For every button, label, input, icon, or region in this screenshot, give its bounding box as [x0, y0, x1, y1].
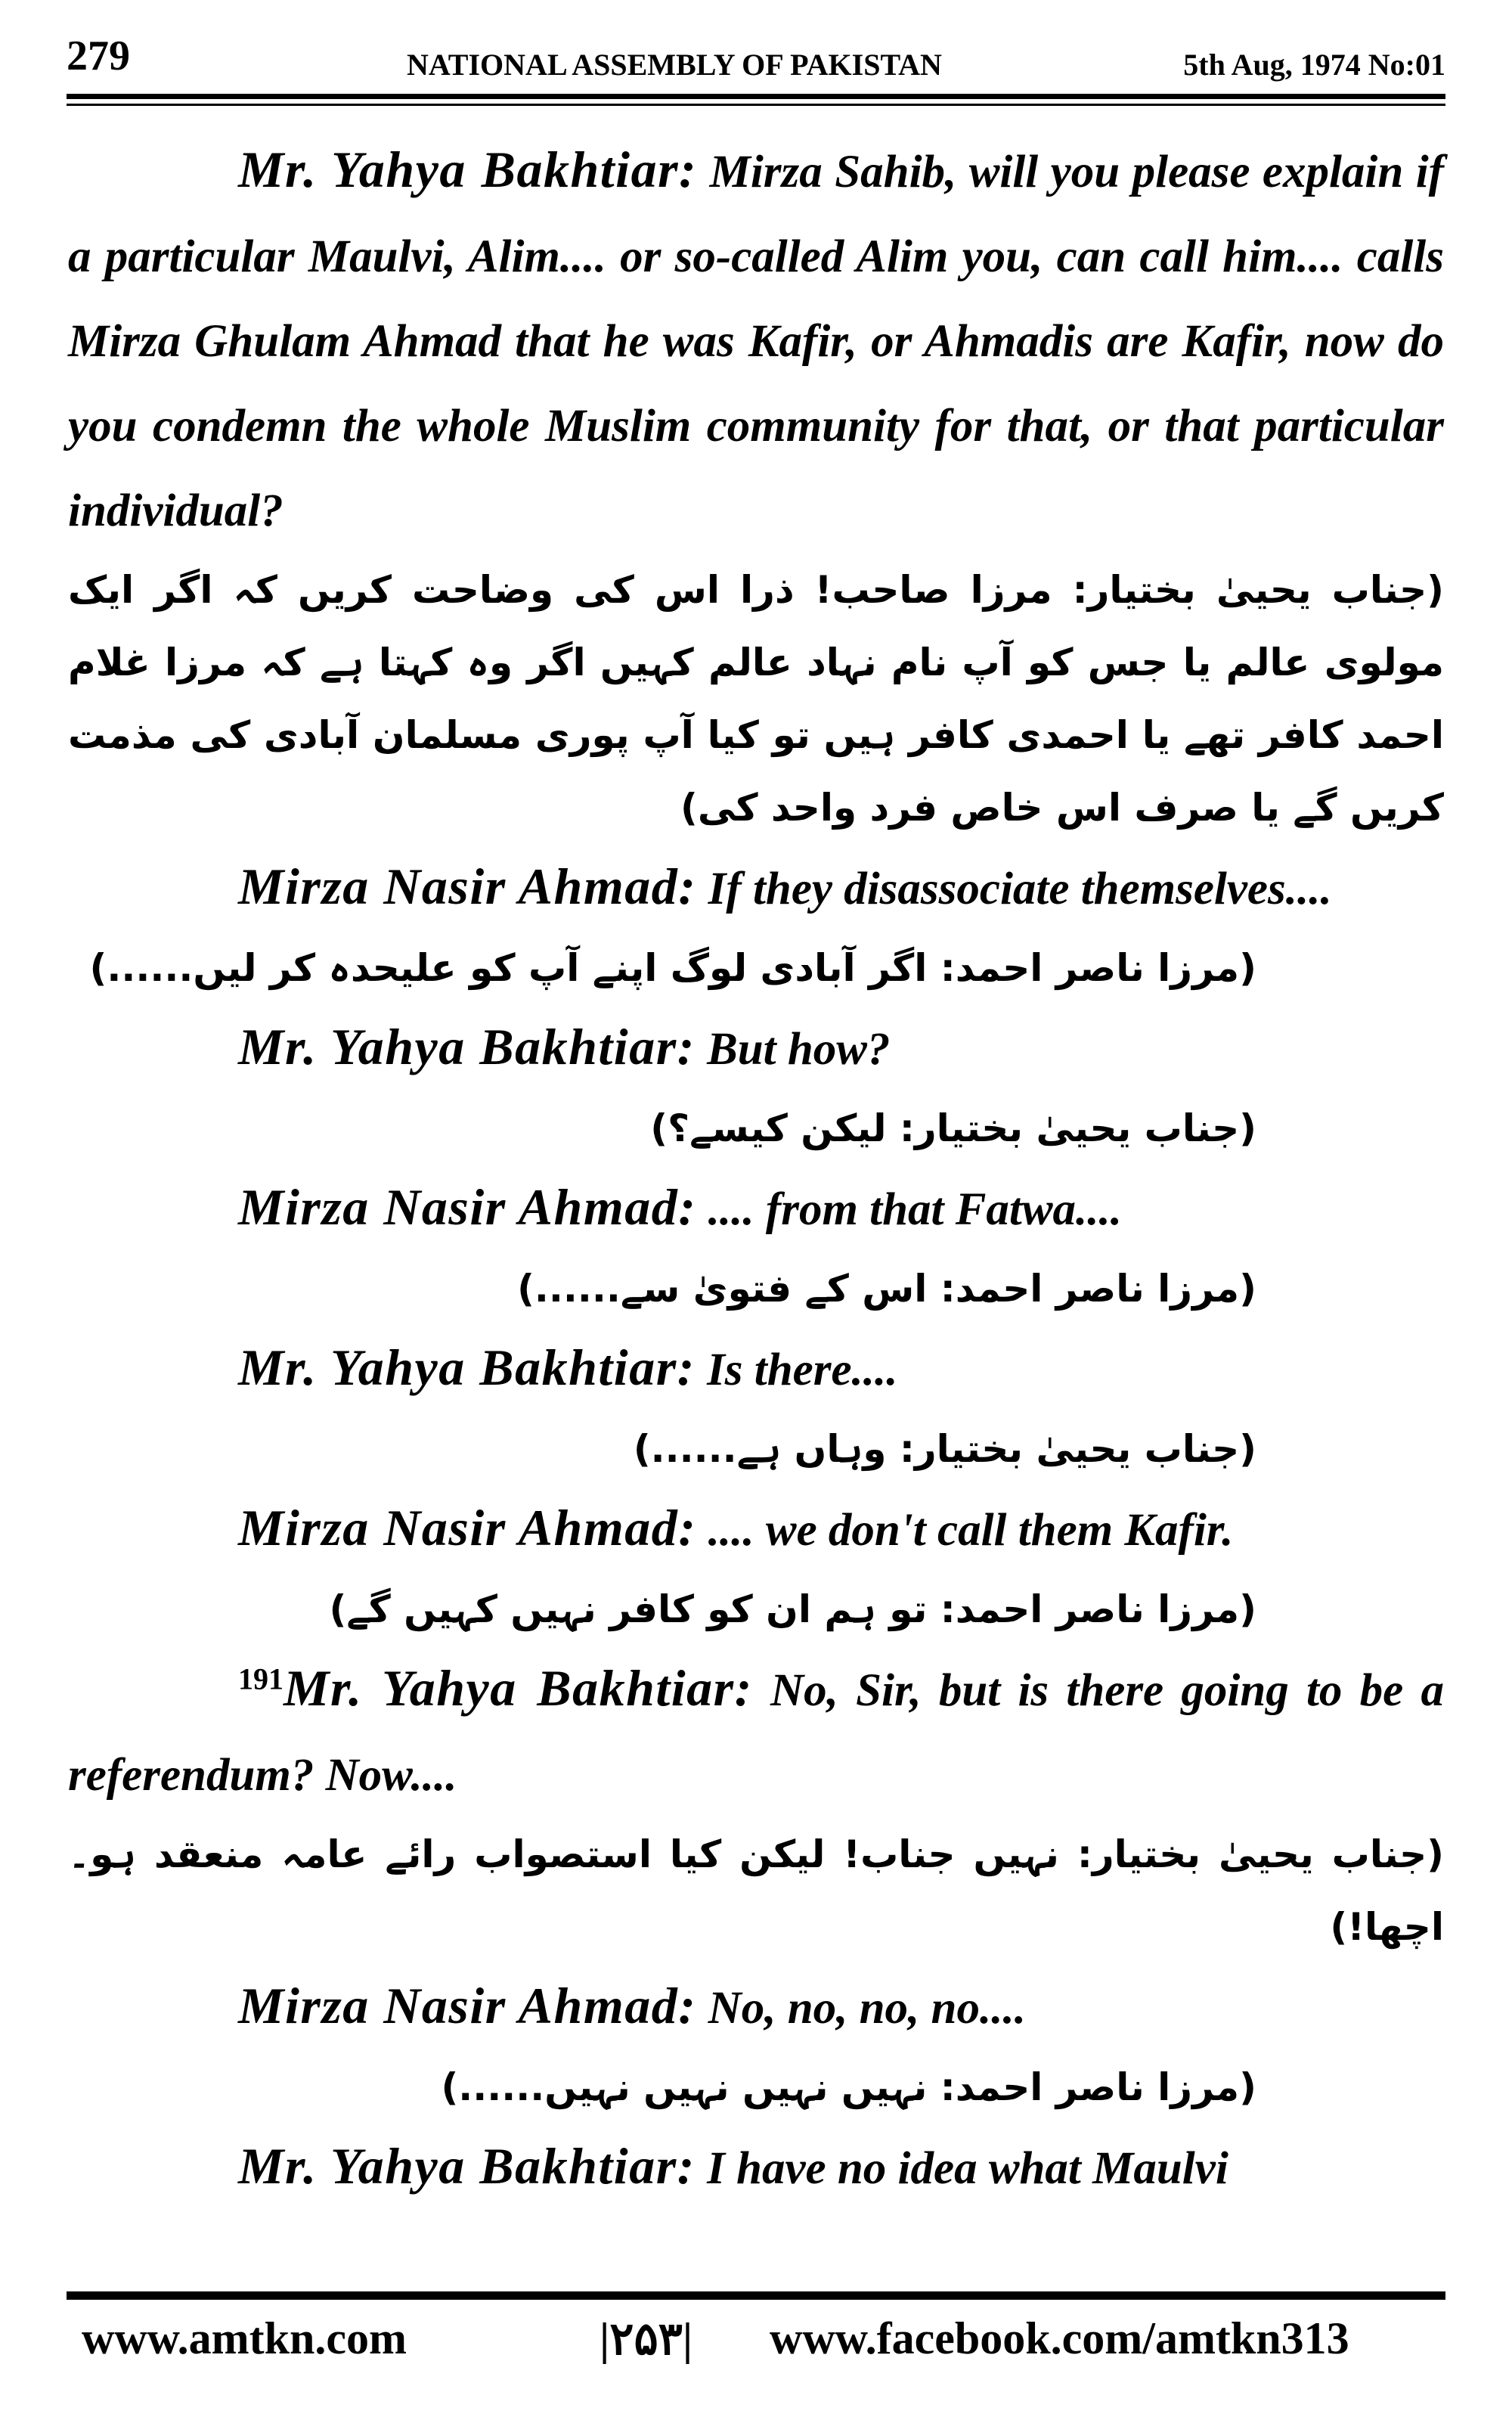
transcript-paragraph-english — [68, 1963, 1444, 2051]
speech-text: Is there.... — [695, 1345, 898, 1395]
footer-rule — [67, 2291, 1445, 2300]
page-header — [67, 32, 1445, 85]
speaker-name: Mr. Yahya Bakhtiar: — [238, 2137, 696, 2195]
speech-text: Mirza Sahib, will you please explain if a particular Maulvi, Alim.... or so-called Alim you, can call him.... calls Mirza Ghulam Ahmad that he was Kafir, or Ahmadis are Kafir, now do you condemn the whole Muslim community for that, or that particular individual? — [68, 147, 1444, 536]
transcript-paragraph-english — [68, 1646, 1444, 1818]
urdu-translation: (جناب یحییٰ بختیار: نہیں جناب! لیکن کیا استصواب رائے عامہ منعقد ہو۔ اچھا!) — [68, 1832, 1444, 1949]
running-head: NATIONAL ASSEMBLY OF PAKISTAN — [407, 48, 942, 82]
footer-facebook-link[interactable]: www.facebook.com/amtkn313 — [770, 2313, 1349, 2363]
urdu-translation: (جناب یحییٰ بختیار: لیکن کیسے؟) — [650, 1106, 1256, 1150]
transcript-paragraph-english — [68, 127, 1444, 554]
speaker-name: Mirza Nasir Ahmad: — [238, 1499, 697, 1556]
speech-text: If they disassociate themselves.... — [696, 864, 1332, 914]
header-rule-thick — [67, 94, 1445, 99]
page-marker: 191 — [238, 1661, 284, 1696]
date-issue: 5th Aug, 1974 No:01 — [1183, 48, 1445, 82]
transcript-paragraph-english — [68, 2124, 1444, 2211]
speaker-name: Mr. Yahya Bakhtiar: — [238, 141, 698, 198]
speech-text: But how? — [695, 1024, 891, 1075]
transcript-paragraph-english — [68, 844, 1444, 932]
urdu-translation: (مرزا ناصر احمد: اس کے فتویٰ سے......) — [517, 1267, 1256, 1311]
speech-text: .... we don't call them Kafir. — [696, 1505, 1234, 1556]
urdu-translation: (مرزا ناصر احمد: تو ہم ان کو کافر نہیں کہیں گے) — [329, 1587, 1256, 1631]
urdu-translation: (جناب یحییٰ بختیار: مرزا صاحب! ذرا اس کی وضاحت کریں کہ اگر ایک مولوی عالم یا جس کو آپ نام نہاد عالم کہیں اگر وہ کہتا ہے کہ مرزا غلام احمد کافر تھے یا احمدی کافر ہیں تو کیا آپ پوری مسلمان آبادی کی مذمت کریں گے یا صرف اس خاص فرد واحد کی) — [68, 568, 1444, 830]
transcript-paragraph-english — [68, 1485, 1444, 1573]
speech-text: No, Sir, but is there going to be a referendum? Now.... — [68, 1665, 1444, 1801]
urdu-translation: (جناب یحییٰ بختیار: وہاں ہے......) — [633, 1427, 1256, 1471]
transcript-paragraph-english — [68, 1004, 1444, 1092]
speech-text: .... from that Fatwa.... — [696, 1184, 1123, 1235]
speaker-name: Mr. Yahya Bakhtiar: — [238, 1018, 696, 1075]
speaker-name: Mirza Nasir Ahmad: — [238, 1977, 697, 2034]
page-number: 279 — [67, 33, 130, 79]
transcript-body — [68, 127, 1444, 2211]
transcript-paragraph-english — [68, 1325, 1444, 1413]
urdu-translation: (مرزا ناصر احمد: نہیں نہیں نہیں نہیں......) — [441, 2065, 1256, 2109]
header-rule-thin — [67, 104, 1445, 106]
speech-text: No, no, no, no.... — [696, 1983, 1026, 2034]
transcript-paragraph-english — [68, 1165, 1444, 1252]
speaker-name: Mr. Yahya Bakhtiar: — [284, 1659, 753, 1717]
speaker-name: Mirza Nasir Ahmad: — [238, 1178, 697, 1236]
speaker-name: Mirza Nasir Ahmad: — [238, 858, 697, 915]
page-footer — [67, 2313, 1445, 2381]
footer-website-link[interactable]: www.amtkn.com — [82, 2313, 407, 2363]
urdu-translation: (مرزا ناصر احمد: اگر آبادی لوگ اپنے آپ کو علیحدہ کر لیں......) — [89, 946, 1256, 990]
speaker-name: Mr. Yahya Bakhtiar: — [238, 1339, 696, 1396]
speech-text: I have no idea what Maulvi — [695, 2143, 1228, 2194]
footer-urdu-page-number: |۲۵۳| — [600, 2314, 693, 2364]
